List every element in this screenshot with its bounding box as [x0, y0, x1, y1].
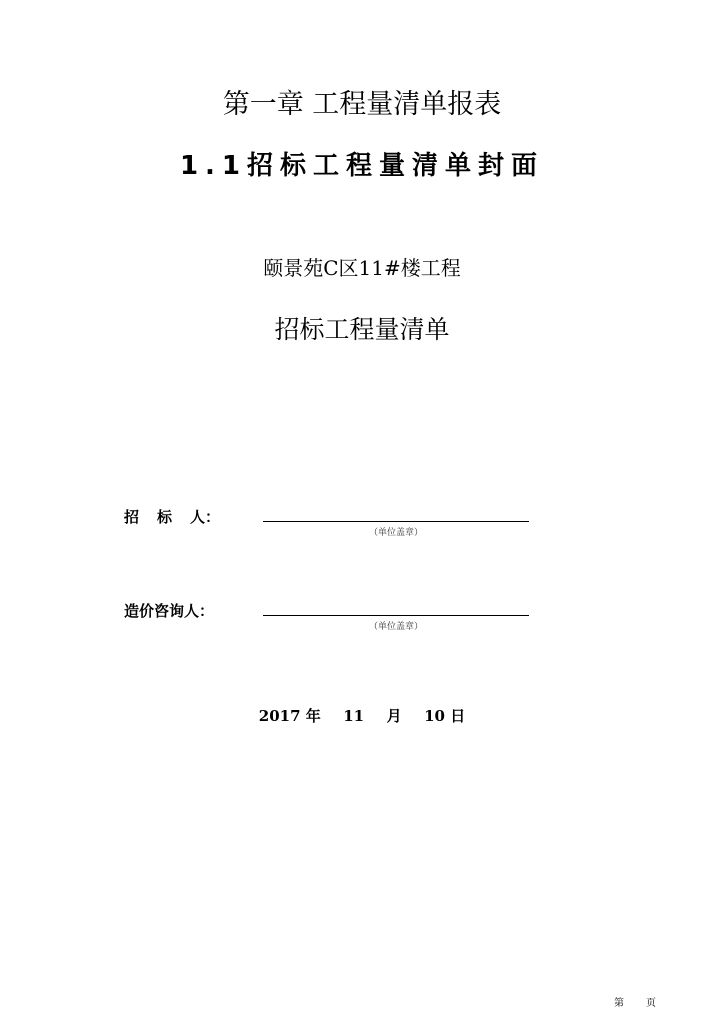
document-title: 招标工程量清单 [274, 315, 450, 344]
date-month-unit: 月 [386, 707, 402, 725]
tenderer-signature-line [263, 521, 529, 522]
consultant-signature-line [263, 615, 529, 616]
date-year: 2017 [258, 707, 301, 725]
consultant-seal-note: （单位盖章） [368, 622, 423, 632]
date-day: 10 [424, 707, 445, 725]
consultant-label: 造价咨询人： [124, 602, 215, 620]
page-footer [614, 994, 656, 1009]
tenderer-label-char1: 招 [124, 508, 140, 526]
project-name: 颐景苑C区11#楼工程 [263, 256, 461, 280]
date-day-unit: 日 [450, 707, 466, 725]
section-title: 1.1招标工程量清单封面 [179, 151, 545, 181]
chapter-title: 第一章 工程量清单报表 [222, 89, 502, 120]
tenderer-label [124, 506, 220, 527]
footer-page-suffix: 页 [646, 998, 656, 1009]
tenderer-seal-note: （单位盖章） [368, 528, 423, 538]
date-year-unit: 年 [305, 707, 321, 725]
date-line [0, 705, 724, 726]
date-month: 11 [343, 707, 365, 725]
tenderer-label-char3: 人： [190, 508, 221, 526]
tenderer-label-char2: 标 [157, 508, 173, 526]
footer-page-prefix: 第 [614, 998, 624, 1009]
